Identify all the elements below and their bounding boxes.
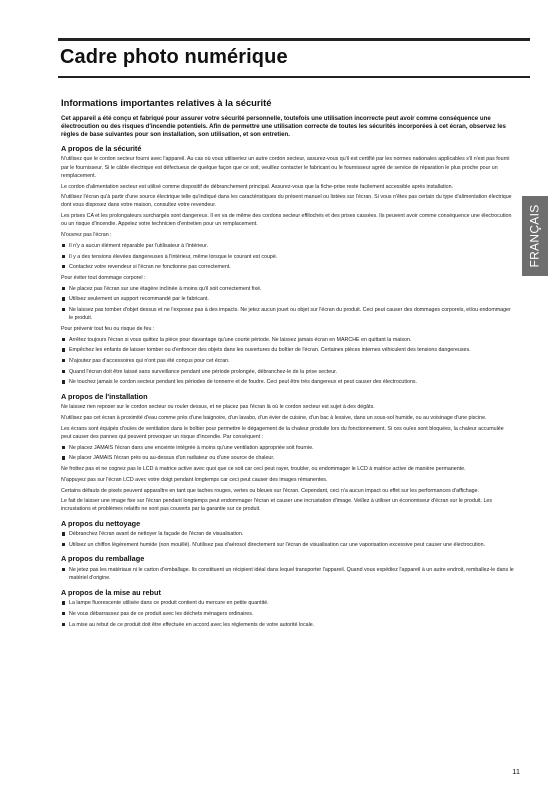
- bullet-item: Ne placez pas l'écran sur une étagère inclinée à moins qu'il soit correctement fixé.: [61, 285, 515, 293]
- title-rule: [58, 76, 530, 78]
- bullet-list: [61, 285, 515, 323]
- section-heading: A propos de la mise au rebut: [61, 587, 161, 597]
- bullet-item: Arrêtez toujours l'écran si vous quittez la pièce pour davantage qu'une courte période. Ne laissez jamais écran en MARCHE en quittant la maison.: [61, 336, 515, 344]
- page-title: Cadre photo numérique: [60, 46, 288, 68]
- language-tab: [522, 196, 548, 276]
- bullet-item: Débranchez l'écran avant de nettoyer la façade de l'écran de visualisation.: [61, 530, 515, 538]
- section: [61, 391, 515, 514]
- paragraph: N'utilisez pas cet écran à proximité d'eau comme près d'une baignoire, d'un lavabo, d'un évier de cuisine, d'un bac à lessive, dans un sous-sol humide, ou au voisinage d'une piscine.: [61, 415, 487, 422]
- paragraph: Ne frottez pas et ne cognez pas le LCD à matrice active avec quoi que ce soit car ceci peut rayer, troubler, ou endommager le LCD à matrice active de manière permanente.: [61, 466, 466, 473]
- paragraph: Certains défauts de pixels peuvent apparaître en tant que taches rouges, vertes ou bleues sur l'écran. Cependant, ceci n'a aucun impact ou effet sur les performances d'affichage.: [61, 487, 480, 494]
- paragraph: N'ouvrez pas l'écran :: [61, 232, 112, 239]
- bullet-item: Contactez votre revendeur si l'écran ne fonctionne pas correctement.: [61, 263, 515, 271]
- bullet-item: Ne placez JAMAIS l'écran dans une enceinte intégrée à moins qu'une ventilation appropriée soit fournie.: [61, 444, 515, 452]
- paragraph: Ne laissez rien reposer sur le cordon secteur ou rouler dessus, et ne placez pas l'écran là où le cordon secteur est sujet à des dégâts.: [61, 404, 375, 411]
- section-heading: A propos du remballage: [61, 554, 145, 564]
- bullet-item: La mise au rebut de ce produit doit être effectuée en accord avec les règlements de votre autorité locale.: [61, 621, 515, 629]
- paragraph: Le cordon d'alimentation secteur est utilisé comme dispositif de débranchement principal. Assurez-vous que la fiche-prise reste facilement accessible après installation.: [61, 183, 454, 190]
- bullet-item: N'ajoutez pas d'accessoires qui n'ont pas été conçus pour cet écran.: [61, 357, 515, 365]
- paragraph: Le fait de laisser une image fixe sur l'écran pendant longtemps peut endommager l'écran et causer une incrustation d'image. Veillez à utiliser un économiseur d'écran sur le produit. Les incrustations et problèmes relatifs ne sont pas couverts par la garantie sur ce produit.: [61, 498, 492, 513]
- bullet-list: [61, 242, 515, 272]
- paragraph: Pour prévenir tout feu ou risque de feu :: [61, 325, 155, 332]
- bullet-item: Empêchez les enfants de laisser tomber ou d'enfoncer des objets dans les ouvertures du boîtier de l'écran. Certaines pièces internes véhiculent des tensions dangereuses.: [61, 346, 515, 354]
- bullet-item: La lampe fluorescente utilisée dans ce produit contient du mercure en petite quantité.: [61, 599, 515, 607]
- bullet-item: Ne vous débarrassez pas de ce produit avec les déchets ménagers ordinaires.: [61, 610, 515, 618]
- bullet-list: [61, 599, 515, 629]
- section: [61, 143, 515, 387]
- bullet-item: Il n'y a aucun élément réparable par l'utilisateur à l'intérieur.: [61, 242, 515, 250]
- paragraph: Les prises CA et les prolongateurs surchargés sont dangereux. Il en va de même des cordons secteur effilochés et des prises cassées. Ils peuvent avoir comme conséquence une électrocution ou un risque d'incendie. Appelez votre technicien d'entretien pour un remplacement.: [61, 213, 512, 228]
- bullet-item: Ne touchez jamais le cordon secteur pendant les périodes de tonnerre et de foudre. Ceci peut être très dangereux et peut causer des électrocutions.: [61, 378, 515, 386]
- bullet-list: [61, 566, 515, 582]
- bullet-list: [61, 530, 515, 549]
- bullet-item: Quand l'écran doit être laissé sans surveillance pendant une période prolongée, débranchez-le de la prise secteur.: [61, 368, 515, 376]
- bullet-item: Utilisez seulement un support recommandé par le fabricant.: [61, 295, 515, 303]
- bullet-item: Il y a des tensions élevées dangereuses à l'intérieur, même lorsque le courant est coupé.: [61, 253, 515, 261]
- bullet-item: Ne jetez pas les matériaux ni le carton d'emballage. Ils constituent un récipient idéal dans lequel transporter l'appareil. Quand vous expédiez l'appareil à un autre endroit, remballez-le dans le matériel d'origine.: [61, 566, 515, 582]
- safety-content: [61, 96, 515, 631]
- bullet-list: [61, 444, 515, 463]
- section-heading: A propos de la sécurité: [61, 143, 142, 153]
- bullet-item: Utilisez un chiffon légèrement humide (non mouillé). N'utilisez pas d'aérosol directement sur l'écran de visualisation car une vaporisation excessive peut causer une électrocution.: [61, 541, 515, 549]
- safety-sections: [61, 143, 515, 629]
- page-number: 11: [512, 767, 520, 776]
- paragraph: N'appuyez pas sur l'écran LCD avec votre doigt pendant longtemps car ceci peut causer des images rémanentes.: [61, 476, 328, 483]
- paragraph: Pour éviter tout dommage corporel :: [61, 274, 146, 281]
- bullet-list: [61, 336, 515, 387]
- paragraph: Les écrans sont équipés d'ouïes de ventilation dans le boîtier pour permettre le dégagement de la chaleur produite lors du fonctionnement. Si ces ouïes sont bloquées, la chaleur accumulée peut causer des pannes qui peuvent provoquer un risque d'incendie. Par conséquent :: [61, 425, 504, 441]
- section: [61, 553, 515, 582]
- safety-lead: Cet appareil a été conçu et fabriqué pour assurer votre sécurité personnelle, toutefois une utilisation incorrecte peut avoir comme conséquence une électrocution ou des risques d'incendie potentiels. Afin de permettre une utilisation correcte de toutes les sécurités incorporées à cet écran, observez les règles de base suivantes pour son installation, son utilisation, et son entretien.: [61, 114, 506, 138]
- safety-heading: Informations importantes relatives à la sécurité: [61, 97, 272, 108]
- section-heading: A propos du nettoyage: [61, 518, 141, 528]
- bullet-item: Ne placer JAMAIS l'écran près ou au-dessus d'un radiateur ou d'une source de chaleur.: [61, 454, 515, 462]
- section: [61, 587, 515, 629]
- paragraph: N'utilisez l'écran qu'à partir d'une source électrique telle qu'indiqué dans les caractéristiques du présent manuel ou listées sur l'écran. Si vous n'êtes pas certain du type d'alimentation électrique dont vous disposez dans votre maison, consultez votre revendeur.: [61, 194, 512, 209]
- section-heading: A propos de l'installation: [61, 391, 148, 401]
- bullet-item: Ne laissez pas tomber d'objet dessus et ne l'exposez pas à des impacts. Ne jetez aucun jouet ou objet sur l'écran du produit. Ceci peut causer des dommages corporels, et/ou endommager le produit.: [61, 306, 515, 322]
- top-rule: [58, 38, 530, 41]
- section: [61, 518, 515, 550]
- language-tab-label: FRANÇAIS: [528, 204, 543, 268]
- paragraph: N'utilisez que le cordon secteur fourni avec l'appareil. Au cas où vous utiliseriez un autre cordon secteur, assurez-vous qu'il est certifié par les normes nationales applicables s'il n'est pas fourni par le fournisseur. Si le câble électrique est défectueux de quelque façon que ce soit, veuillez contacter le fabricant ou le fournisseur agréé de service de réparation le plus proche pour un remplacement.: [61, 156, 510, 179]
